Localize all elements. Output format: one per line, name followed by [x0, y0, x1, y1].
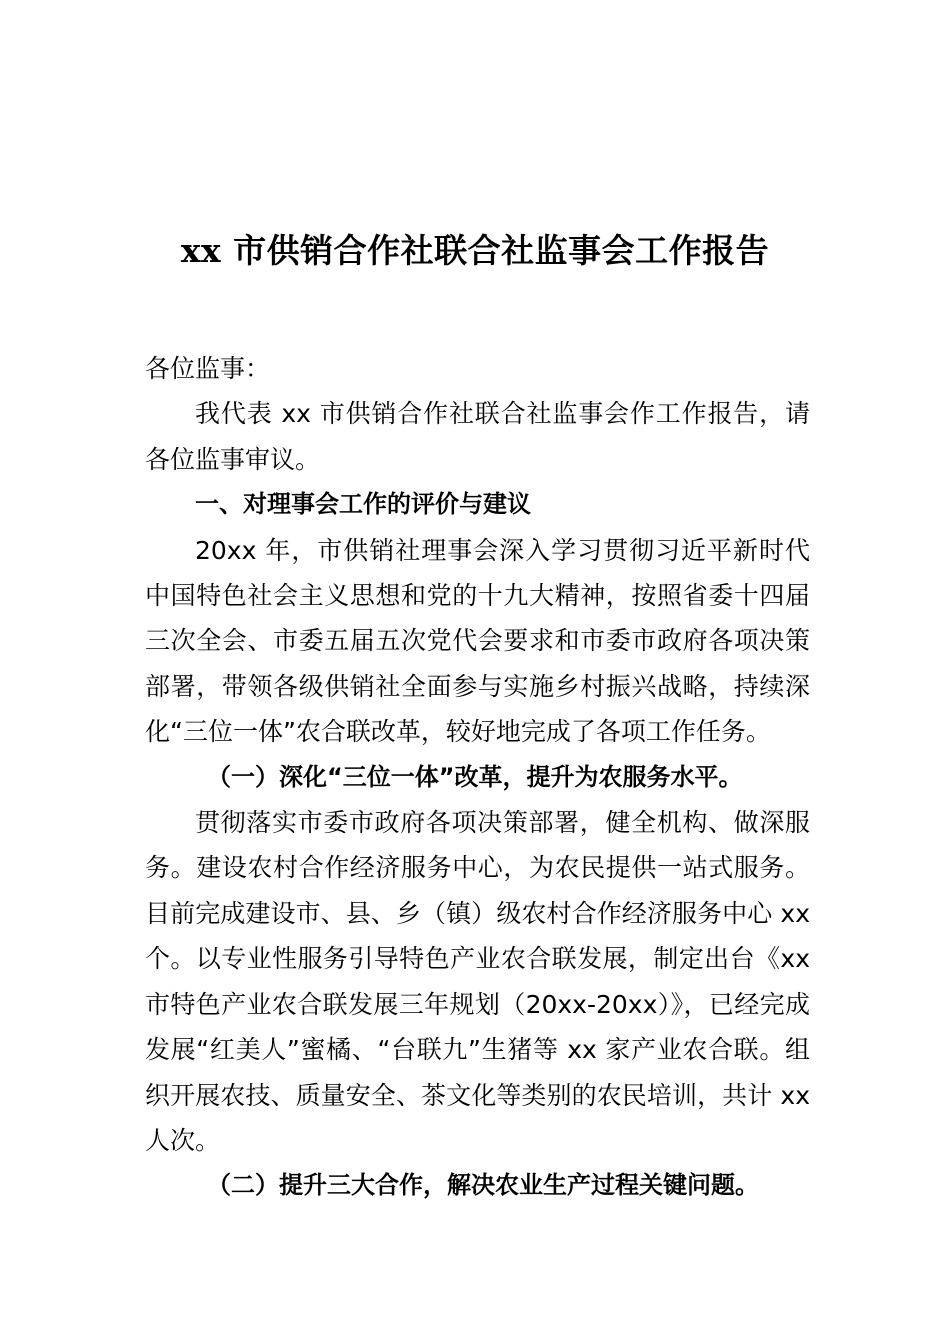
salutation: 各位监事： — [145, 354, 271, 383]
subsection-heading: （二）提升三大合作，解决农业生产过程关键问题。 — [207, 1171, 759, 1200]
document-body — [145, 346, 810, 1209]
document-title: xx 市供销合作社联合社监事会工作报告 — [180, 231, 770, 270]
intro-paragraph: 我代表 xx 市供销合作社联合社监事会作工作报告，请各位监事审议。 — [145, 399, 810, 474]
section-paragraph: 20xx 年，市供销社理事会深入学习贯彻习近平新时代中国特色社会主义思想和党的十九大精神，按照省委十四届三次全会、市委五届五次党代会要求和市委市政府各项决策部署，带领各级供销社全面参与实施乡村振兴战略，持续深化“三位一体”农合联改革，较好地完成了各项工作任务。 — [145, 535, 810, 747]
subsection-paragraph: 贯彻落实市委市政府各项决策部署，健全机构、做深服务。建设农村合作经济服务中心，为农民提供一站式服务。 目前完成建设市、县、乡（镇）级农村合作经济服务中心 xx 个。以专业性服务引导特色产业农合联发展，制定出台《xx 市特色产业农合联发展三年规划（20xx-20xx）》，已经完成发展“红美人”蜜橘、“台联九”生猪等 xx 家产业农合联。组织开展农技、质量安全、茶文化等类别的农民培训，共计 xx 人次。 — [145, 808, 810, 1155]
subsection-heading: （一）深化“三位一体”改革，提升为农服务水平。 — [207, 762, 743, 791]
section-heading: 一、对理事会工作的评价与建议 — [195, 490, 531, 519]
